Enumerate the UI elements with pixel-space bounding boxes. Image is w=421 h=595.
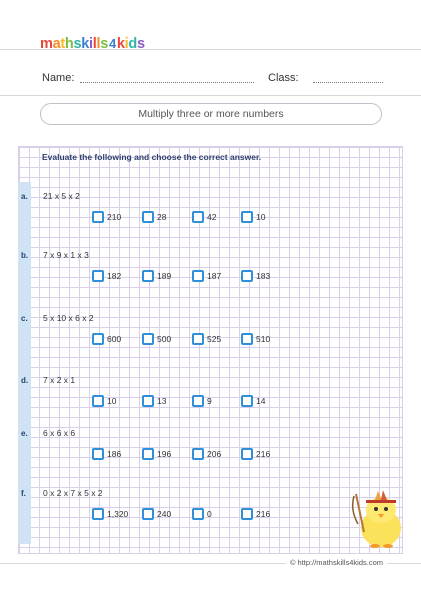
answer-option[interactable]	[241, 508, 270, 520]
class-label: Class:	[268, 72, 299, 84]
logo-letter: i	[124, 36, 129, 52]
answer-checkbox[interactable]	[92, 270, 104, 282]
answer-value: 600	[107, 334, 122, 344]
answer-value: 13	[157, 396, 167, 406]
answer-value: 10	[256, 212, 266, 222]
logo-letter: k	[81, 36, 89, 52]
answer-option[interactable]	[142, 508, 171, 520]
footer-copyright: © http://mathskills4kids.com	[286, 558, 387, 567]
answer-value: 196	[157, 449, 172, 459]
answer-value: 240	[157, 509, 172, 519]
question-letter: a.	[21, 192, 28, 201]
answer-checkbox[interactable]	[241, 333, 253, 345]
answer-checkbox[interactable]	[92, 508, 104, 520]
answer-checkbox[interactable]	[241, 395, 253, 407]
answer-checkbox[interactable]	[142, 395, 154, 407]
question-letter: e.	[21, 429, 28, 438]
answer-option[interactable]	[192, 333, 221, 345]
question-expression: 6 x 6 x 6	[43, 428, 76, 438]
answer-value: 189	[157, 271, 172, 281]
answer-option[interactable]	[142, 395, 166, 407]
question-letter: d.	[21, 376, 29, 385]
answer-option[interactable]	[92, 211, 121, 223]
answer-checkbox[interactable]	[192, 333, 204, 345]
answer-value: 28	[157, 212, 167, 222]
answer-value: 9	[207, 396, 212, 406]
answer-option[interactable]	[192, 448, 221, 460]
answer-value: 10	[107, 396, 117, 406]
answer-option[interactable]	[241, 448, 270, 460]
answer-value: 183	[256, 271, 271, 281]
answer-checkbox[interactable]	[92, 211, 104, 223]
logo-letter: k	[116, 36, 125, 52]
answer-option[interactable]	[192, 211, 216, 223]
question-expression: 5 x 10 x 6 x 2	[43, 313, 94, 323]
worksheet-title: Multiply three or more numbers	[40, 103, 382, 125]
answer-checkbox[interactable]	[241, 508, 253, 520]
answer-option[interactable]	[241, 211, 265, 223]
answer-option[interactable]	[192, 508, 212, 520]
logo-letter: h	[64, 36, 74, 52]
answer-value: 510	[256, 334, 271, 344]
logo-letter: d	[128, 36, 137, 52]
question-expression: 7 x 9 x 1 x 3	[43, 250, 89, 260]
answer-value: 206	[207, 449, 222, 459]
answer-value: 525	[207, 334, 222, 344]
answer-option[interactable]	[241, 270, 270, 282]
answer-option[interactable]	[92, 508, 128, 520]
answer-checkbox[interactable]	[142, 508, 154, 520]
question-expression: 0 x 2 x 7 x 5 x 2	[43, 488, 103, 498]
logo-letter: l	[92, 36, 97, 52]
answer-option[interactable]	[241, 395, 265, 407]
answer-checkbox[interactable]	[142, 448, 154, 460]
logo-letter: l	[96, 36, 101, 52]
logo-letter: a	[52, 36, 61, 52]
logo-letter: m	[40, 36, 53, 52]
answer-checkbox[interactable]	[142, 270, 154, 282]
question-letter: f.	[21, 489, 26, 498]
answer-checkbox[interactable]	[192, 508, 204, 520]
answer-checkbox[interactable]	[92, 448, 104, 460]
answer-checkbox[interactable]	[142, 333, 154, 345]
answer-value: 1,320	[107, 509, 129, 519]
answer-option[interactable]	[192, 395, 212, 407]
question-letter: b.	[21, 251, 29, 260]
answer-option[interactable]	[92, 395, 116, 407]
answer-checkbox[interactable]	[241, 211, 253, 223]
answer-value: 210	[107, 212, 122, 222]
answer-value: 186	[107, 449, 122, 459]
answer-checkbox[interactable]	[142, 211, 154, 223]
answer-checkbox[interactable]	[92, 395, 104, 407]
question-expression: 21 x 5 x 2	[43, 191, 80, 201]
name-blank-line	[80, 82, 254, 83]
answer-checkbox[interactable]	[192, 270, 204, 282]
answer-option[interactable]	[92, 270, 121, 282]
answer-value: 182	[107, 271, 122, 281]
answer-checkbox[interactable]	[241, 270, 253, 282]
logo-letter: s	[73, 36, 82, 52]
logo-letter: s	[136, 36, 145, 52]
logo-letter: t	[60, 36, 65, 52]
logo-letter: 4	[108, 36, 116, 51]
logo-letter: i	[88, 36, 93, 52]
question-letter: c.	[21, 314, 28, 323]
answer-option[interactable]	[142, 270, 171, 282]
answer-option[interactable]	[192, 270, 221, 282]
answer-value: 216	[256, 509, 271, 519]
answer-option[interactable]	[92, 448, 121, 460]
answer-value: 500	[157, 334, 172, 344]
answer-value: 216	[256, 449, 271, 459]
answer-option[interactable]	[142, 211, 166, 223]
class-blank-line	[313, 82, 383, 83]
question-expression: 7 x 2 x 1	[43, 375, 76, 385]
answer-checkbox[interactable]	[92, 333, 104, 345]
header-divider-top	[0, 49, 421, 50]
answer-checkbox[interactable]	[192, 211, 204, 223]
answer-value: 14	[256, 396, 266, 406]
answer-checkbox[interactable]	[241, 448, 253, 460]
name-label: Name:	[42, 72, 75, 84]
brand-logo	[40, 36, 145, 54]
chick-mascot-illustration	[348, 488, 408, 550]
answer-option[interactable]	[241, 333, 270, 345]
answer-option[interactable]	[92, 333, 121, 345]
answer-value: 0	[207, 509, 212, 519]
header-divider-mid	[0, 95, 421, 96]
answer-checkbox[interactable]	[192, 448, 204, 460]
answer-checkbox[interactable]	[192, 395, 204, 407]
answer-option[interactable]	[142, 448, 171, 460]
answer-option[interactable]	[142, 333, 171, 345]
answer-value: 187	[207, 271, 222, 281]
answer-value: 42	[207, 212, 217, 222]
instructions: Evaluate the following and choose the correct answer.	[42, 152, 262, 162]
logo-letter: s	[100, 36, 108, 52]
